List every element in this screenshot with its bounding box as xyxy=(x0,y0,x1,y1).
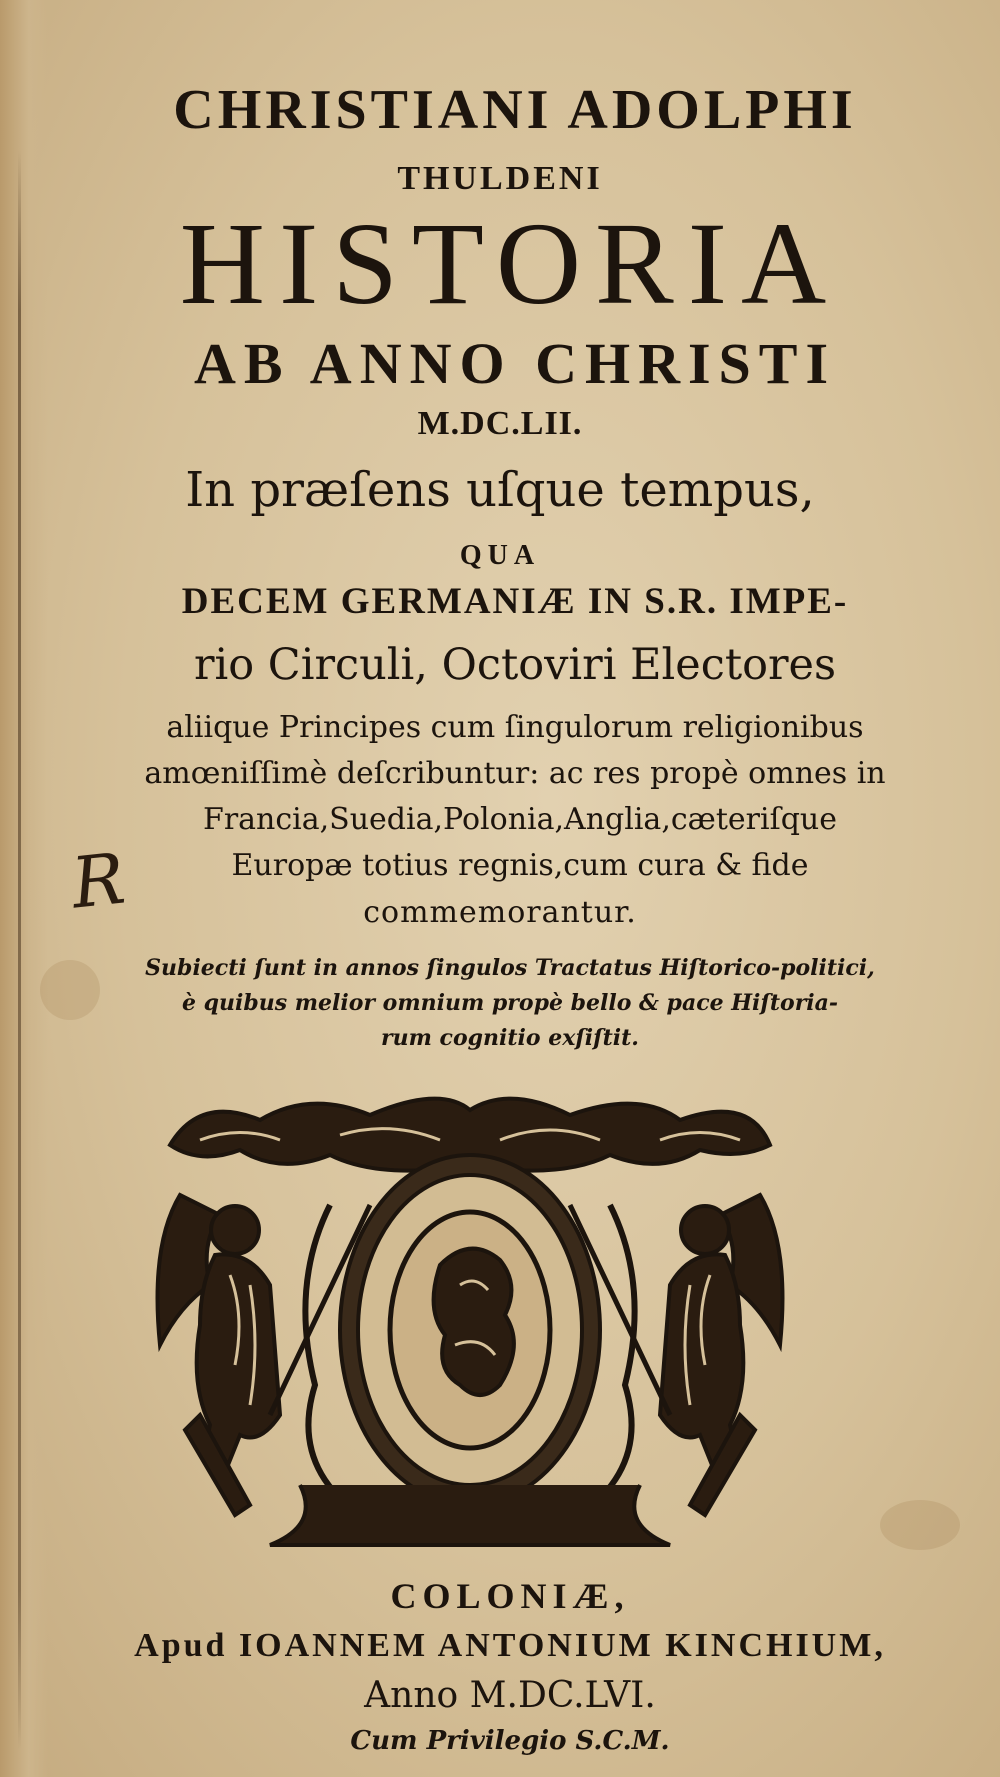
italic-note-line: rum cognitio exſiſtit. xyxy=(381,1025,639,1051)
subtitle: In præſens uſque tempus, xyxy=(185,462,815,518)
author-name-line2: THULDENI xyxy=(397,160,603,197)
privilege-line: Cum Privilegio S.C.M. xyxy=(350,1726,670,1756)
title-line2: AB ANNO CHRISTI xyxy=(193,331,837,396)
imprint-city: COLONIÆ, xyxy=(390,1576,630,1616)
imprint-publisher: Apud IOANNEM ANTONIUM KINCHIUM, xyxy=(134,1627,886,1664)
book-title: HISTORIA xyxy=(179,198,841,329)
description-line: aliique Principes cum ſingulorum religionibus xyxy=(166,710,864,745)
description-line: DECEM GERMANIÆ IN S.R. IMPE- xyxy=(181,581,849,622)
description-line: commemorantur. xyxy=(363,895,637,930)
author-name-line1: CHRISTIANI ADOLPHI xyxy=(173,79,857,141)
italic-note-line: è quibus melior omnium propè bello & pace Hiſtoria- xyxy=(181,990,839,1016)
description-line: Europæ totius regnis,cum cura & fide xyxy=(231,848,809,883)
description-line: Francia,Suedia,Polonia,Anglia,cæteriſque xyxy=(203,802,837,837)
qua-word: QUA xyxy=(459,540,541,571)
handwritten-mark: R xyxy=(67,837,129,925)
paper-stain xyxy=(880,1500,960,1550)
printers-device-woodcut xyxy=(140,1085,800,1555)
description-line: amœniſſimè deſcribuntur: ac res propè omnes in xyxy=(144,756,886,791)
description-line: rio Circuli, Octoviri Electores xyxy=(193,640,837,690)
imprint-year: Anno M.DC.LVI. xyxy=(364,1675,656,1716)
italic-note-line: Subiecti ſunt in annos ſingulos Tractatus Hiſtorico-politici, xyxy=(145,955,875,981)
start-year: M.DC.LII. xyxy=(417,405,583,442)
